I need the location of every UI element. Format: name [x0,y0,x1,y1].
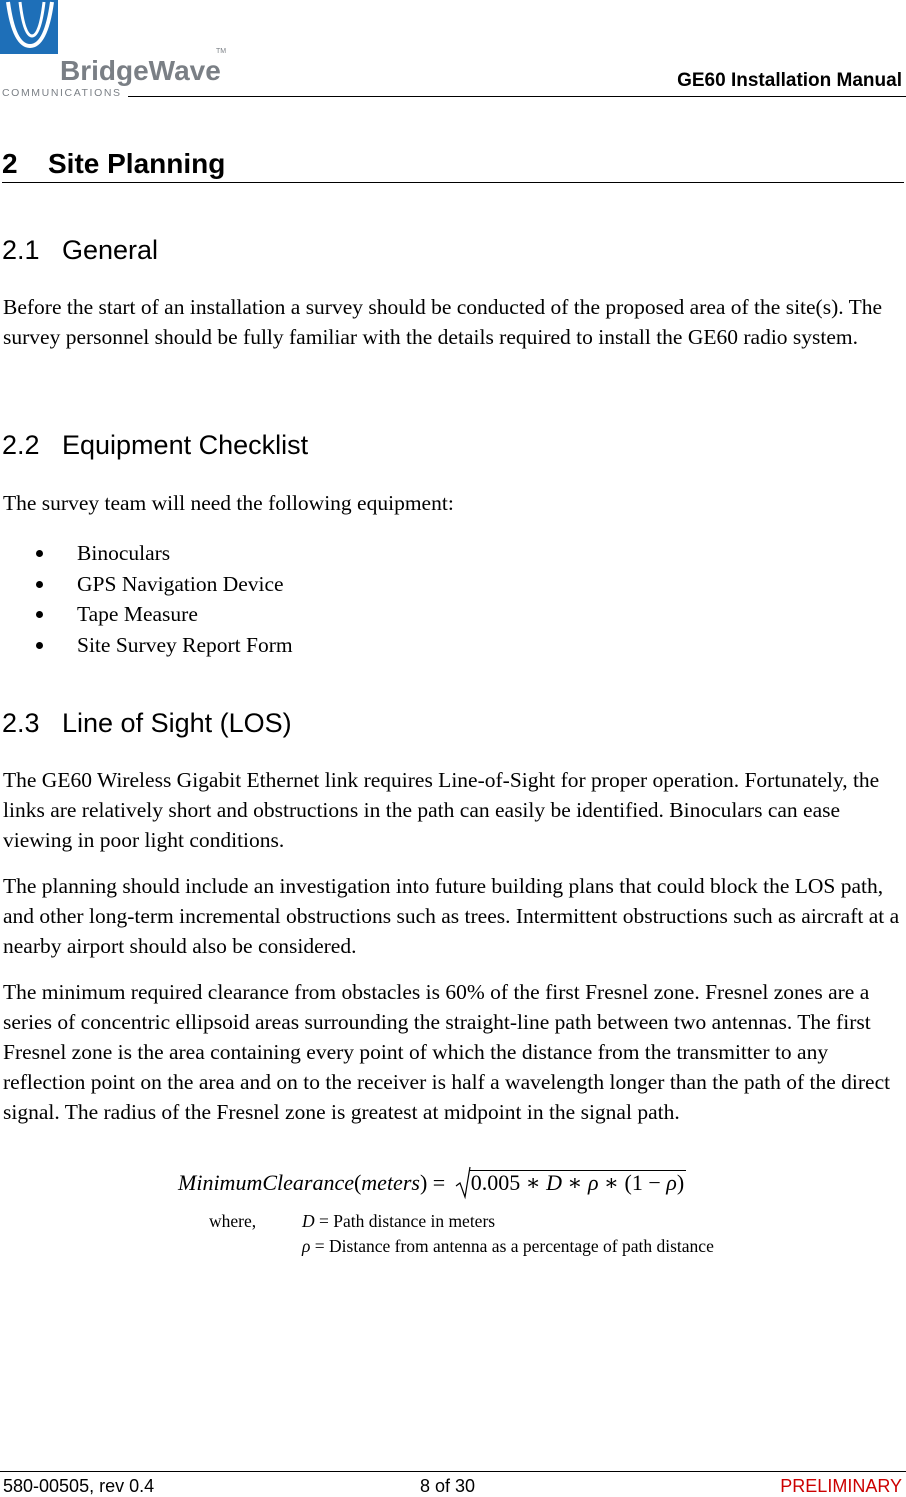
clearance-formula: MinimumClearance(meters) = 0.005 ∗ D ∗ ρ ∗ (1 − ρ) [178,1170,686,1196]
los-paragraph-1: The GE60 Wireless Gigabit Ethernet link requires Line-of-Sight for proper operation. Fortunately, the links are relatively short and obstructions in the path can easily be identified. Binoculars can ease viewing in poor light conditions. [3,768,880,852]
footer-rule [0,1471,906,1472]
formula-var-d: D [546,1170,563,1195]
square-root: 0.005 ∗ D ∗ ρ ∗ (1 − ρ) [455,1170,686,1196]
section-number: 2 [2,148,18,179]
subsection-title: Equipment Checklist [62,430,309,460]
logo-text: BridgeWave [60,55,221,86]
list-item: GPS Navigation Device [0,569,293,600]
section-heading [2,148,904,183]
subsection-number: 2.1 [2,235,40,265]
bullet-icon [36,581,43,588]
footer-page-number: 8 of 30 [420,1476,476,1496]
formula-constant: 0.005 [470,1170,521,1195]
subsection-number: 2.3 [2,708,40,738]
formula-var-rho: ρ [587,1170,599,1195]
general-paragraph: Before the start of an installation a survey should be conducted of the proposed area of the site(s). The survey personnel should be fully familiar with the details required to install the GE60 radio system. [3,295,883,349]
los-paragraph-3: The minimum required clearance from obstacles is 60% of the first Fresnel zone. Fresnel zones are a series of concentric ellipsoid areas surrounding the straight-line path between two antennas. The first Fresnel zone is the area containing every point of which the distance from the transmitter to any reflection point on the area and on to the receiver is half a wavelength longer than the path of the direct signal. The radius of the Fresnel zone is greatest at midpoint in the signal path. [3,980,891,1124]
footer-doc-number: 580-00505, rev 0.4 [3,1476,155,1496]
subsection-number: 2.2 [2,430,40,460]
where-label: where, [209,1211,257,1231]
logo-subtext: COMMUNICATIONS [2,87,122,99]
section-title: Site Planning [48,148,226,179]
bridgewave-logo-mark [0,0,230,100]
radical-sign-icon [455,1166,471,1200]
list-item: Binoculars [0,538,293,569]
formula-lhs: MinimumClearance [178,1170,354,1195]
equipment-list [0,538,293,660]
header-title: GE60 Installation Manual [677,70,902,91]
bullet-icon [36,611,43,618]
formula-lhs-arg: meters [361,1170,420,1195]
logo-trademark: TM [216,48,227,55]
los-paragraph-2: The planning should include an investigation into future building plans that could block the LOS path, and other long-term incremental obstructions such as trees. Intermittent obstructions such as aircraft at a nearby airport should also be considered. [3,874,900,958]
subsection-title: General [62,235,159,265]
subsection-los-heading [2,708,292,739]
subsection-general-heading [2,235,158,266]
list-item: Site Survey Report Form [0,630,293,661]
subsection-title: Line of Sight (LOS) [62,708,292,738]
footer-status: PRELIMINARY [780,1476,902,1496]
bullet-icon [36,550,43,557]
header-rule [128,96,906,97]
bridgewave-logo [0,0,230,100]
where-definition-d: D = Path distance in meters [302,1211,496,1231]
list-item: Tape Measure [0,599,293,630]
subsection-equipment-heading [2,430,308,461]
bullet-icon [36,642,43,649]
where-definition-rho: ρ = Distance from antenna as a percentage of path distance [302,1236,714,1256]
equipment-intro: The survey team will need the following equipment: [3,491,454,515]
